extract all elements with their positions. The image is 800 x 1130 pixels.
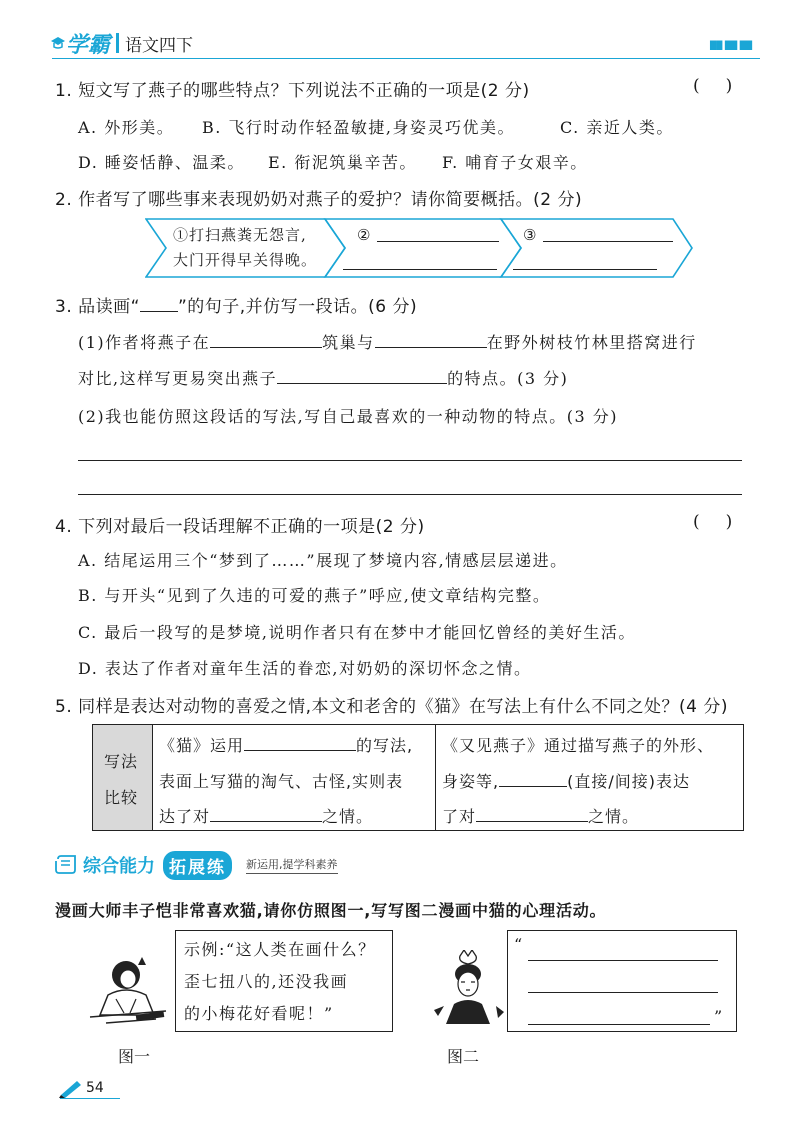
brand-name: 学霸 [66,32,111,58]
q1-stem: 1. 短文写了燕子的哪些特点？下列说法不正确的一项是(2 分) [55,81,530,101]
q2-step2-blank-2[interactable] [343,254,497,270]
q5-row-label-2: 比较 [104,788,139,807]
q2-step1-line1: ①打扫燕粪无怨言, [173,226,307,244]
q3-answer-line-1[interactable] [78,460,742,461]
header-separator [116,33,119,53]
q5-left-line2: 表面上写猫的淘气、古怪,实则表 [159,772,404,791]
q3-p1-text-e: 的特点。(3 分) [447,369,569,388]
q1-option-a: A. 外形美。 [78,118,175,137]
q4-option-a: A. 结尾运用三个“梦到了……”展现了梦境内容,情感层层递进。 [78,551,568,570]
q2-step3-blank-1[interactable] [543,226,673,242]
q3-stem-part-a: 3. 品读画“ [55,297,140,317]
section-pill: 拓展练 [163,851,232,880]
example-line-2: 歪七扭八的,还没我画 [184,972,349,991]
subject-title: 语文四下 [125,35,194,56]
q5-right-line2 [442,769,690,792]
q2-step1-line2: 大门开得早关得晚。 [173,251,318,269]
q3-underline-sample [140,296,178,312]
task-prompt: 漫画大师丰子恺非常喜欢猫,请你仿照图一,写写图二漫画中猫的心理活动。 [55,901,607,920]
q5-comparison-table [92,724,744,831]
q5-left-line1 [159,733,413,756]
figure1-drawing [86,955,172,1027]
section-banner [55,848,338,882]
q4-answer-paren[interactable]: () [693,512,759,532]
q2-arrow-flow [145,218,693,278]
q5-left-3b: 之情。 [322,807,374,826]
q5-right-line3 [442,804,639,827]
q5-right-line1: 《又见燕子》通过描写燕子的外形、 [442,736,715,755]
q1-option-c: C. 亲近人类。 [560,118,674,137]
q5-blank-3[interactable] [499,771,567,787]
q4-stem: 4. 下列对最后一段话理解不正确的一项是(2 分) [55,517,425,537]
q3-part2: (2)我也能仿照这段话的写法,写自己最喜欢的一种动物的特点。(3 分) [78,407,619,426]
q3-stem [55,292,417,317]
q5-left-1a: 《猫》运用 [159,736,245,755]
figure1-caption: 图一 [118,1047,151,1066]
q5-right-3b: 之情。 [588,807,640,826]
q2-step2-marker: ② [357,226,372,244]
answer-line-1[interactable] [528,945,718,961]
q1-option-b: B. 飞行时动作轻盈敏捷,身姿灵巧优美。 [202,118,516,137]
q4-option-b: B. 与开头“见到了久违的可爱的燕子”呼应,使文章结构完整。 [78,586,551,605]
q4-option-c: C. 最后一段写的是梦境,说明作者只有在梦中才能回忆曾经的美好生活。 [78,623,636,642]
header-rule [52,58,760,59]
q5-left-3a: 达了对 [159,807,211,826]
q5-left-1b: 的写法, [356,736,414,755]
answer-line-3[interactable] [528,1009,710,1025]
q1-option-f: F. 哺育子女艰辛。 [442,153,588,172]
close-quote: ” [714,1007,723,1026]
example-line-3: 的小梅花好看呢！” [184,1004,334,1023]
q5-row-label-cell [93,725,153,830]
open-quote: “ [514,935,523,954]
q2-step3-blank-2[interactable] [513,254,657,270]
q5-blank-1[interactable] [244,735,356,751]
header-logo [50,28,193,58]
q5-row-label-1: 写法 [104,752,139,771]
section-title: 综合能力 [83,856,155,877]
pencil-icon [58,1078,84,1098]
q3-p1-text-a: (1)作者将燕子在 [78,333,211,352]
q1-answer-paren[interactable]: () [693,76,759,96]
figure2-caption: 图二 [447,1047,480,1066]
q3-part1-line2 [78,366,568,389]
answer-speech-box [507,930,737,1032]
q5-blank-4[interactable] [476,806,588,822]
q5-right-3a: 了对 [442,807,477,826]
q5-blank-2[interactable] [210,806,322,822]
page-number: 54 [86,1080,104,1096]
q5-right-2a: 身姿等, [442,772,500,791]
q2-step2-blank-1[interactable] [377,226,499,242]
graduation-cap-icon [50,36,66,50]
q3-p1-text-b: 筑巢与 [322,333,375,352]
q3-part1-line1 [78,330,697,353]
q5-swallow-cell [436,725,745,830]
example-speech-box [175,930,393,1032]
q1-option-d: D. 睡姿恬静、温柔。 [78,153,245,172]
q5-left-line3 [159,804,373,827]
q4-option-d: D. 表达了作者对童年生活的眷恋,对奶奶的深切怀念之情。 [78,659,532,678]
scroll-icon [55,855,79,875]
q3-stem-part-b: ”的句子,并仿写一段话。(6 分) [177,297,418,317]
section-slogan: 新运用,提学科素养 [246,856,338,874]
example-line-1: 示例:“这人类在画什么？ [184,940,376,959]
q3-p1-text-c: 在野外树枝竹林里搭窝进行 [486,333,697,352]
corner-tag: ██ ██ ██ [710,41,752,50]
q3-answer-line-2[interactable] [78,494,742,495]
q3-p1-text-d: 对比,这样写更易突出燕子 [78,369,278,388]
q5-cat-cell [153,725,436,830]
q1-option-e: E. 衔泥筑巢辛苦。 [268,153,417,172]
answer-line-2[interactable] [528,977,718,993]
q5-stem: 5. 同样是表达对动物的喜爱之情,本文和老舍的《猫》在写法上有什么不同之处？(4 分) [55,697,729,717]
q3-blank-2[interactable] [375,332,487,348]
q3-blank-1[interactable] [210,332,322,348]
q3-blank-3[interactable] [277,368,447,384]
q5-right-2b: (直接/间接)表达 [567,772,690,791]
q2-stem: 2. 作者写了哪些事来表现奶奶对燕子的爱护？请你简要概括。(2 分) [55,190,583,210]
figure2-drawing [428,950,508,1028]
footer-rule [60,1098,120,1099]
q2-step3-marker: ③ [523,226,538,244]
